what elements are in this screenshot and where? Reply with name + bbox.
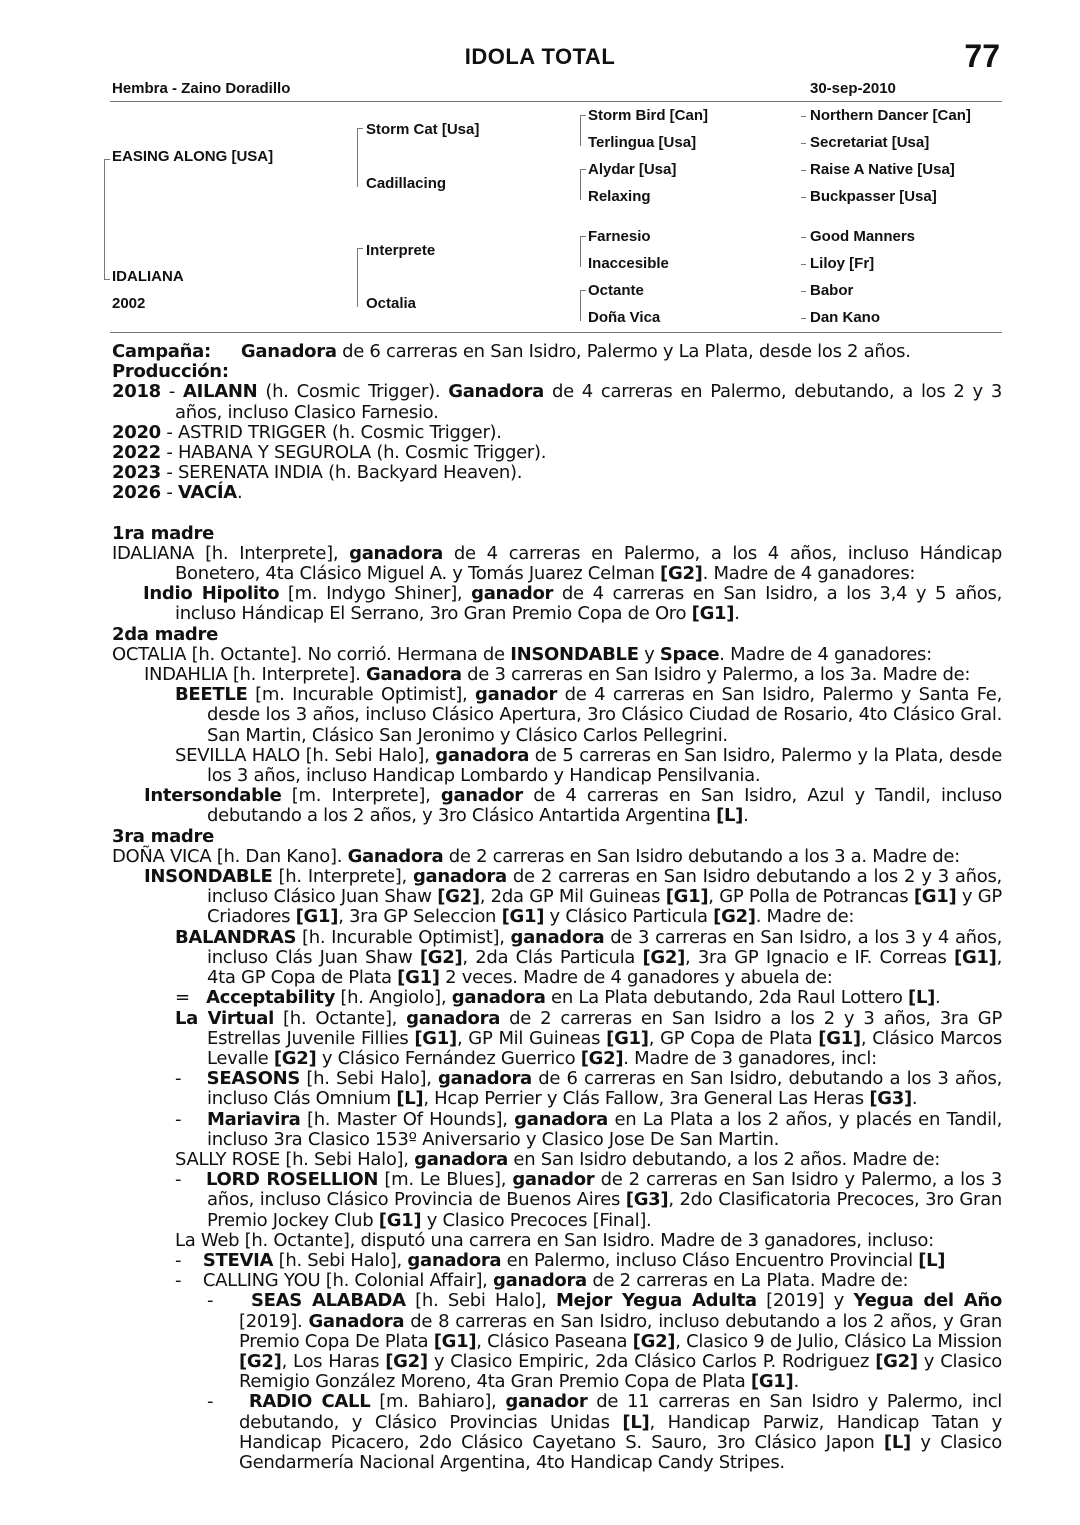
dam-entry: IDALIANA [h. Interprete], ganadora de 4 carreras en Palermo, a los 4 años, incluso Hándicap Bonetero, 4ta Clásico Miguel A. y Tomás Juarez Celman [G2]. Madre de 4 ganadores: [112, 542, 1002, 585]
pedigree-bracket [104, 267, 110, 280]
sire-sire: Storm Cat [Usa] [366, 121, 480, 138]
pedigree-bracket [580, 115, 586, 146]
dam-sire: Interprete [366, 242, 436, 259]
gen3-2: Terlingua [Usa] [588, 134, 697, 151]
production-item: 2018 - AILANN (h. Cosmic Trigger). Ganadora de 4 carreras en Palermo, debutando, a los 2 y 3 años, incluso Clasico Farnesio. [112, 381, 1002, 423]
progeny-entry: - CALLING YOU [h. Colonial Affair], ganadora de 2 carreras en La Plata. Madre de: [175, 1270, 909, 1292]
pedigree-dash [801, 170, 806, 171]
pedigree-bracket [580, 290, 586, 321]
dam-entry: DOÑA VICA [h. Dan Kano]. Ganadora de 2 carreras en San Isidro debutando a los 3 a. Madre de: [112, 845, 960, 867]
progeny-entry: La Virtual [h. Octante], ganadora de 2 carreras en San Isidro a los 2 y 3 años, 3ra GP Estrellas Juvenile Fillies [G1], GP Mil Guineas [G1], GP Copa de Plata [G1], Clásico Marcos Levalle [G2] y Clásico Fernández Guerrico [G2]. Madre de 3 ganadores, incl: [175, 1007, 1003, 1069]
gen4-4: Buckpasser [Usa] [810, 188, 937, 205]
campaign-line [112, 342, 1002, 362]
top-divider [110, 101, 1002, 102]
progeny-entry: - STEVIA [h. Sebi Halo], ganadora en Palermo, incluso Cláso Encuentro Provincial [L] [175, 1249, 946, 1271]
progeny-entry: Intersondable [m. Interprete], ganador de 4 carreras en San Isidro, Azul y Tandil, incluso debutando a los 2 años, y 3ro Clásico Antartida Argentina [L]. [144, 785, 1002, 827]
pedigree-dash [801, 143, 806, 144]
section-third-dam: 3ra madre [112, 825, 214, 847]
gen3-1: Storm Bird [Can] [588, 107, 708, 124]
pedigree-dash [801, 264, 806, 265]
progeny-entry: SEVILLA HALO [h. Sebi Halo], ganadora de 5 carreras en San Isidro, Palermo y la Plata, desde los 3 años, incluso Handicap Lombardo y Handicap Pensilvania. [175, 744, 1003, 787]
gen3-3: Alydar [Usa] [588, 161, 677, 178]
progeny-entry: - SEASONS [h. Sebi Halo], ganadora de 6 carreras en San Isidro, debutando a los 3 años, incluso Clás Omnium [L], Hcap Perrier y Clás Fallow, 3ra General Las Heras [G3]. [175, 1068, 1002, 1110]
pedigree-dash [801, 237, 806, 238]
progeny-entry: - Mariavira [h. Master Of Hounds], ganadora en La Plata a los 2 años, y placés en Tandil, incluso 3ra Clasico 153º Aniversario y Clasico Jose De San Martin. [175, 1108, 1003, 1150]
pedigree-bracket [104, 159, 110, 268]
gen4-6: Liloy [Fr] [810, 255, 875, 272]
pedigree-bracket [580, 169, 586, 200]
section-second-dam: 2da madre [112, 623, 218, 645]
gen4-3: Raise A Native [Usa] [810, 161, 955, 178]
page-number: 77 [964, 38, 1000, 74]
production-item: 2020 - ASTRID TRIGGER (h. Cosmic Trigger). [112, 421, 502, 443]
pedigree-dash [801, 197, 806, 198]
gen4-5: Good Manners [810, 228, 916, 245]
pedigree-bracket [357, 248, 363, 307]
sex-color: Hembra - Zaino Doradillo [112, 80, 291, 97]
dam-dam: Octalia [366, 295, 417, 312]
campaign-text: Ganadora de 6 carreras en San Isidro, Palermo y La Plata, desde los 2 años. [240, 341, 911, 362]
gen3-6: Inaccesible [588, 255, 669, 272]
sire-name: EASING ALONG [USA] [112, 148, 274, 165]
pedigree-dash [801, 318, 806, 319]
dam-entry: OCTALIA [h. Octante]. No corrió. Hermana de INSONDABLE y Space. Madre de 4 ganadores: [112, 643, 932, 665]
production-item: 2026 - VACÍA. [112, 482, 243, 504]
gen4-7: Babor [810, 282, 854, 299]
pedigree-dash [801, 291, 806, 292]
progeny-entry: Indio Hipolito [m. Indygo Shiner], ganador de 4 carreras en San Isidro, a los 3,4 y 5 años, incluso Hándicap El Serrano, 3ro Gran Premio Copa de Oro [G1]. [143, 583, 1003, 625]
birth-date: 30-sep-2010 [810, 80, 896, 97]
pedigree-dash [801, 116, 806, 117]
gen3-5: Farnesio [588, 228, 651, 245]
production-label: Producción: [112, 361, 229, 383]
pedigree-bracket [357, 128, 363, 187]
pedigree-divider [110, 332, 1002, 333]
progeny-entry: La Web [h. Octante], disputó una carrera en San Isidro. Madre de 3 ganadores, incluso: [175, 1229, 934, 1251]
gen4-8: Dan Kano [810, 309, 881, 326]
progeny-entry: INDAHLIA [h. Interprete]. Ganadora de 3 carreras en San Isidro y Palermo, a los 3a. Madre de: [144, 664, 971, 686]
progeny-entry: - LORD ROSELLION [m. Le Blues], ganador de 2 carreras en San Isidro y Palermo, a los 3 años, incluso Clásico Provincia de Buenos Aires [G3], 2do Clasificatoria Precoces, 3ro Gran Premio Jockey Club [G1] y Clasico Precoces [Final]. [175, 1169, 1003, 1231]
progeny-entry: = Acceptability [h. Angiolo], ganadora en La Plata debutando, 2da Raul Lottero [L]. [175, 987, 941, 1009]
gen3-4: Relaxing [588, 188, 651, 205]
gen4-1: Northern Dancer [Can] [810, 107, 971, 124]
progeny-entry: - SEAS ALABADA [h. Sebi Halo], Mejor Yegua Adulta [2019] y Yegua del Año [2019]. Ganadora de 8 carreras en San Isidro, incluso debutando a los 2 años, y Gran Premio Copa De Plata [G1], Clásico Paseana [G2], Clasico 9 de Julio, Clásico La Mission [G2], Los Haras [G2] y Clasico Empiric, 2da Clásico Carlos P. Rodriguez [G2] y Clasico Remigio González Moreno, 4ta Gran Premio Copa de Plata [G1]. [207, 1290, 1003, 1393]
progeny-entry: - RADIO CALL [m. Bahiaro], ganador de 11 carreras en San Isidro y Palermo, incl debutando, y Clásico Provincias Unidas [L], Handicap Parwiz, Handicap Tatan y Handicap Picacero, 2do Clásico Cayetano S. Sauro, 3ro Clásico Japon [L] y Clasico Gendarmería Nacional Argentina, 4to Handicap Candy Stripes. [207, 1391, 1003, 1473]
gen3-7: Octante [588, 282, 644, 299]
progeny-entry: BEETLE [m. Incurable Optimist], ganador de 4 carreras en San Isidro, Palermo y Santa Fe, desde los 3 años, incluso Clásico Apertura, 3ro Clásico Ciudad de Rosario, 4to Clásico Gral. San Martin, Clásico San Jeronimo y Clásico Carlos Pellegrini. [175, 684, 1003, 746]
dam-name: IDALIANA [112, 268, 184, 285]
sire-dam: Cadillacing [366, 175, 447, 192]
campaign-label: Campaña: [112, 341, 211, 362]
body-text [112, 342, 1002, 1473]
section-first-dam: 1ra madre [112, 522, 214, 544]
production-item: 2023 - SERENATA INDIA (h. Backyard Heaven). [112, 462, 523, 484]
progeny-entry: BALANDRAS [h. Incurable Optimist], ganadora de 3 carreras en San Isidro, a los 3 y 4 años, incluso Clás Juan Shaw [G2], 2da Clás Particula [G2], 3ra GP Ignacio e IF. Correas [G1], 4ta GP Copa de Plata [G1] 2 veces. Madre de 4 ganadores y abuela de: [175, 926, 1003, 989]
production-item: 2022 - HABANA Y SEGUROLA (h. Cosmic Trigger). [112, 442, 547, 464]
dam-year: 2002 [112, 295, 146, 312]
horse-title: IDOLA TOTAL [464, 44, 616, 69]
gen4-2: Secretariat [Usa] [810, 134, 930, 151]
progeny-entry: INSONDABLE [h. Interprete], ganadora de 2 carreras en San Isidro debutando a los 2 y 3 años, incluso Clásico Juan Shaw [G2], 2da GP Mil Guineas [G1], GP Polla de Potrancas [G1] y GP Criadores [G1], 3ra GP Seleccion [G1] y Clásico Particula [G2]. Madre de: [144, 866, 1002, 928]
pedigree-bracket [580, 236, 586, 267]
gen3-8: Doña Vica [588, 309, 661, 326]
progeny-entry: SALLY ROSE [h. Sebi Halo], ganadora en San Isidro debutando, a los 2 años. Madre de: [175, 1148, 941, 1170]
